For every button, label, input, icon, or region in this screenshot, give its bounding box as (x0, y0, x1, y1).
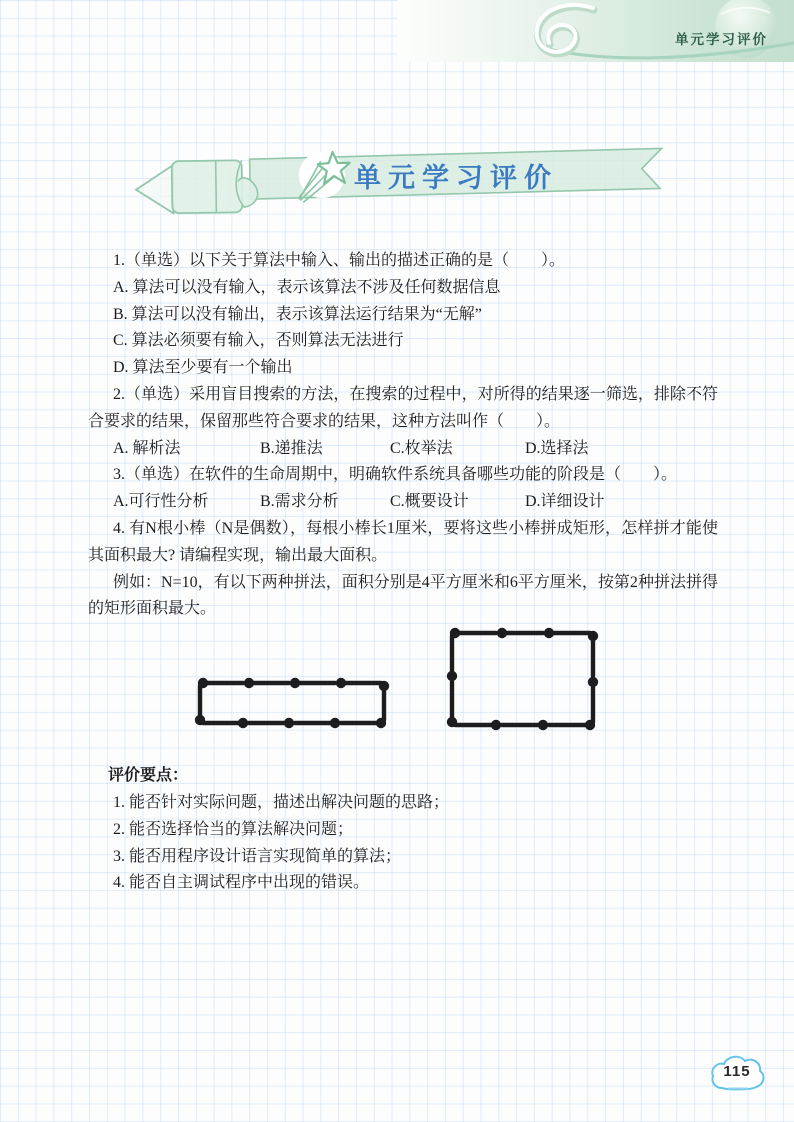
page-number: 115 (723, 1063, 751, 1080)
question-2-options (88, 436, 718, 463)
running-header-title: 单元学习评价 (675, 32, 768, 47)
evaluation-point-3: 3. 能否用程序设计语言实现简单的算法； (113, 847, 402, 865)
question-3-stem: 3.（单选）在软件的生命周期中，明确软件系统具备哪些功能的阶段是（ ）。 (113, 466, 678, 484)
question-1-option-a: A. 算法可以没有输入，表示该算法不涉及任何数据信息 (113, 278, 501, 296)
question-2-option-a: A. 解析法 (113, 439, 181, 457)
evaluation-point-4: 4. 能否自主调试程序中出现的错误。 (113, 874, 370, 892)
question-1-stem: 1.（单选）以下关于算法中输入、输出的描述正确的是（ ）。 (113, 252, 566, 269)
question-3-option-a: A.可行性分析 (113, 493, 209, 511)
question-3-option-b: B.需求分析 (260, 493, 339, 511)
matchstick-figures (88, 623, 718, 763)
chapter-title: 单元学习评价 (354, 163, 558, 193)
question-3-options (88, 489, 718, 516)
evaluation-point-1: 1. 能否针对实际问题，描述出解决问题的思路； (113, 793, 450, 811)
question-3-option-d: D.详细设计 (525, 493, 605, 511)
question-2-option-b: B.递推法 (260, 439, 323, 457)
question-4-stem: 4. 有N根小棒（N是偶数），每根小棒长1厘米，要将这些小棒拼成矩形，怎样拼才能使其面积最大? 请编程实现，输出最大面积。 (88, 519, 718, 564)
page-number-badge (708, 1052, 766, 1094)
question-2-stem: 2.（单选）采用盲目搜索的方法，在搜索的过程中，对所得的结果逐一筛选，排除不符合要求的结果，保留那些符合要求的结果，这种方法叫作（ ）。 (88, 385, 718, 430)
pencil-body-line (216, 161, 217, 213)
question-1-option-c: C. 算法必须要有输入，否则算法无法进行 (113, 332, 404, 350)
question-content (88, 248, 718, 897)
matchstick-arrangement-1 (192, 675, 392, 741)
question-1-option-b: B. 算法可以没有输出，表示该算法运行结果为“无解” (113, 305, 482, 323)
pencil-body (172, 160, 243, 213)
matchstick-arrangement-2 (444, 625, 601, 743)
question-1-option-d: D. 算法至少要有一个输出 (113, 359, 293, 377)
chapter-banner (130, 145, 680, 223)
pencil-tip (136, 165, 174, 214)
question-2-option-d: D.选择法 (525, 439, 589, 457)
question-3-option-c: C.概要设计 (390, 493, 469, 511)
question-4-example: 例如：N=10，有以下两种拼法，面积分别是4平方厘米和6平方厘米，按第2种拼法拼得的矩形面积最大。 (88, 573, 718, 618)
page-header-band (398, 0, 794, 62)
question-2-option-c: C.枚举法 (390, 439, 453, 457)
evaluation-points-title: 评价要点： (108, 767, 189, 785)
evaluation-point-2: 2. 能否选择恰当的算法解决问题； (113, 820, 354, 838)
